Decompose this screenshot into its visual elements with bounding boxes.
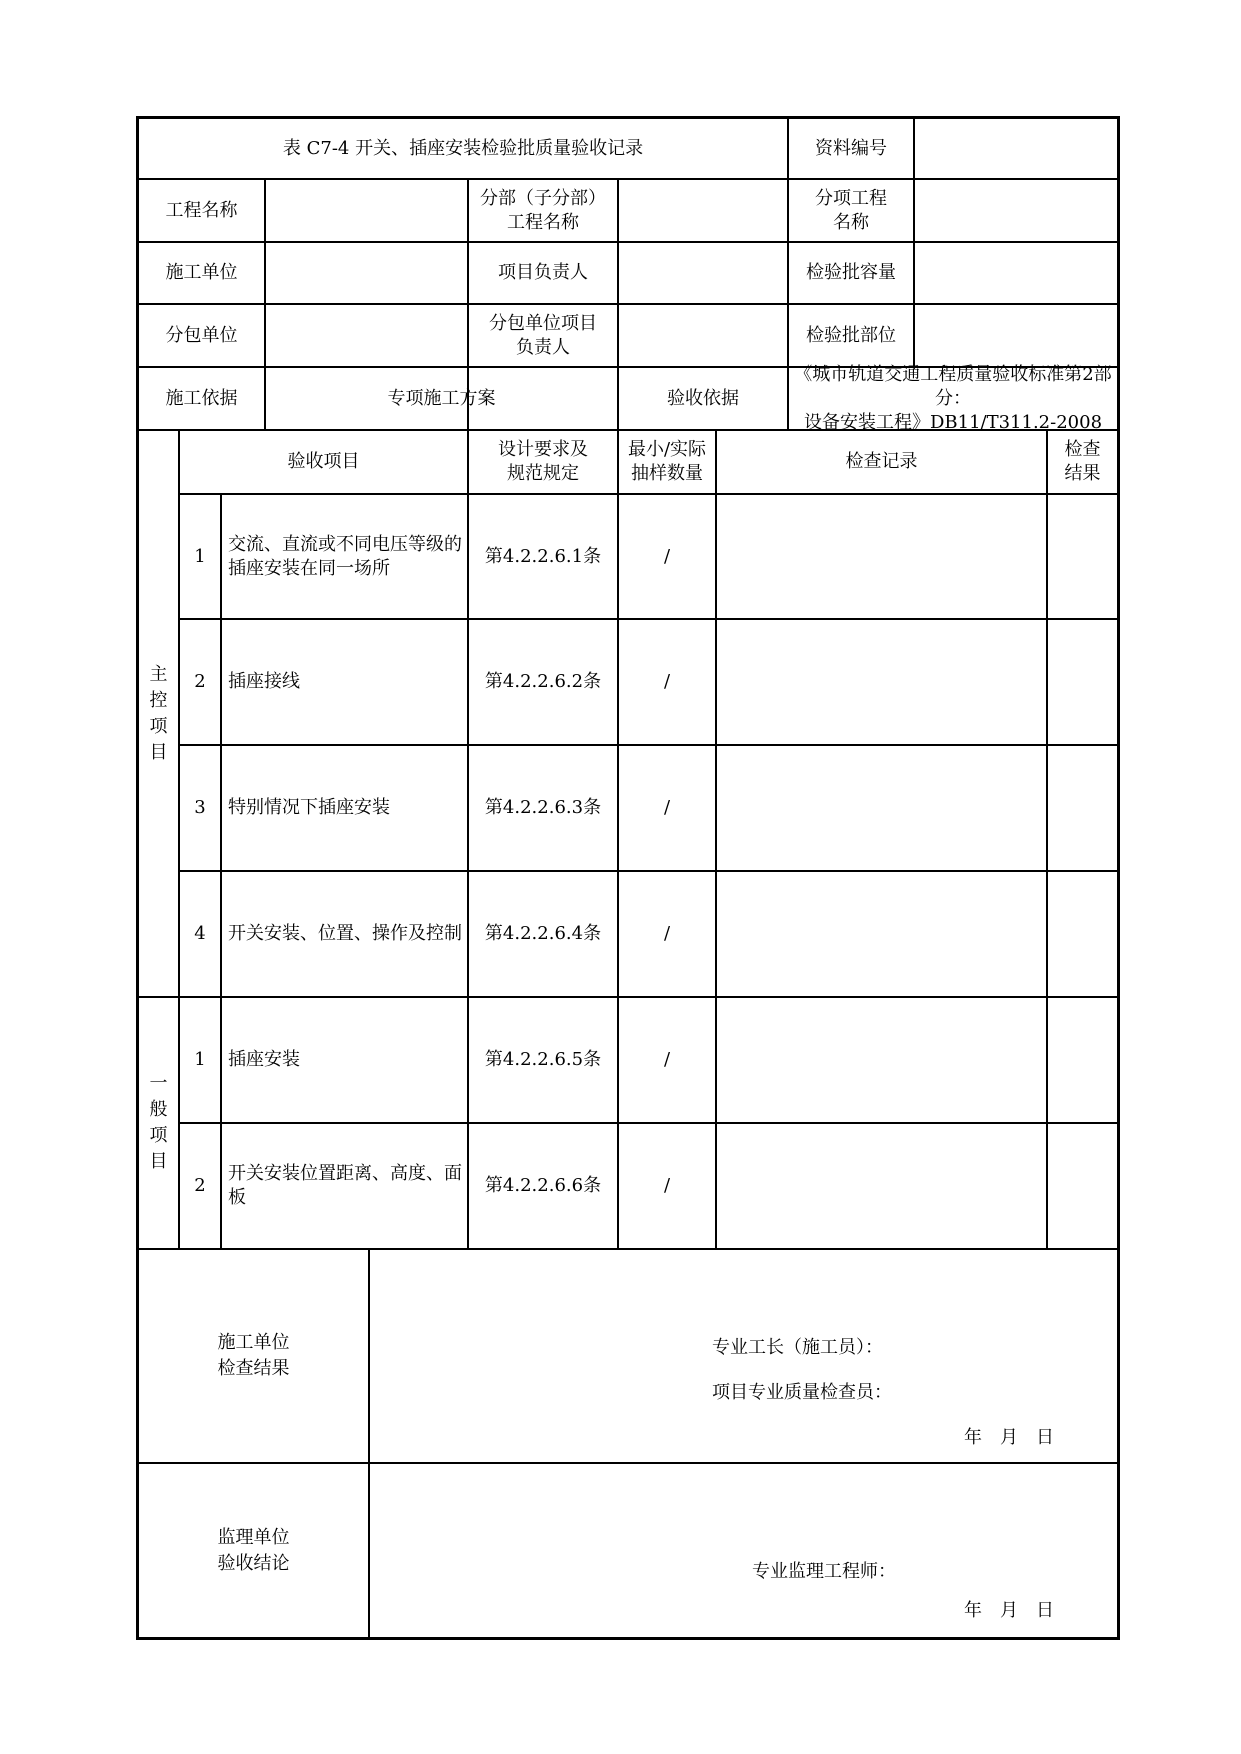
border-bottom [136, 1637, 1120, 1640]
construction-check-label-line2: 检查结果 [217, 1358, 290, 1379]
subdivision-label [469, 180, 617, 241]
group-label-char: 一 [149, 1073, 168, 1094]
supervision-check-date: 年 月 日 [964, 1600, 1054, 1621]
subitem-label-line1: 分项工程 [815, 187, 887, 209]
item-sample[interactable]: / [663, 797, 671, 818]
item-number: 2 [194, 1175, 206, 1196]
batch-capacity-field[interactable] [915, 243, 1117, 303]
subitem-label-line2: 名称 [833, 211, 869, 233]
batch-location-label: 检验批部位 [806, 324, 896, 346]
quality-inspector-signature-label: 项目专业质量检查员： [712, 1382, 892, 1403]
item-name: 插座安装 [228, 1049, 300, 1070]
project-leader-field[interactable] [619, 243, 787, 303]
item-result-field[interactable] [1048, 620, 1117, 744]
item-sample[interactable]: / [663, 545, 671, 567]
item-name: 特别情况下插座安装 [228, 797, 390, 818]
column-header-requirement [469, 431, 617, 493]
doc-no-field[interactable] [915, 119, 1117, 178]
group-label-char: 项 [149, 715, 168, 737]
item-name: 开关安装、位置、操作及控制 [228, 923, 462, 944]
subcontractor-label: 分包单位 [165, 324, 238, 346]
subcontractor-field[interactable] [266, 305, 467, 366]
column-header-result-line1: 检查 [1064, 439, 1101, 460]
border-right [1117, 116, 1120, 1640]
item-name: 开关安装位置距离、高度、面板 [228, 1163, 462, 1208]
column-header-item: 验收项目 [287, 451, 360, 472]
item-name: 插座接线 [228, 671, 300, 692]
column-header-sample-line1: 最小/实际 [627, 439, 707, 460]
item-number: 1 [194, 1049, 206, 1070]
basis-value[interactable]: 专项施工方案 [387, 387, 496, 409]
project-leader-label: 项目负责人 [498, 262, 588, 283]
subdivision-label-line2: 工程名称 [507, 211, 579, 233]
item-number: 3 [194, 797, 206, 818]
item-clause: 第4.2.2.6.3条 [484, 797, 602, 818]
item-result-field[interactable] [1048, 998, 1117, 1122]
item-clause: 第4.2.2.6.2条 [484, 671, 602, 692]
column-header-result [1048, 431, 1117, 493]
item-clause: 第4.2.2.6.4条 [484, 923, 602, 944]
item-sample[interactable]: / [663, 1049, 671, 1070]
subitem-label [789, 180, 913, 241]
item-sample[interactable]: / [663, 923, 671, 944]
project-name-field[interactable] [266, 180, 467, 241]
item-result-field[interactable] [1048, 495, 1117, 618]
item-record-field[interactable] [717, 495, 1046, 618]
group-label-char: 般 [149, 1099, 168, 1120]
item-sample[interactable]: / [663, 671, 671, 692]
construction-unit-field[interactable] [266, 243, 467, 303]
item-sample[interactable]: / [663, 1175, 671, 1196]
construction-unit-label: 施工单位 [165, 262, 238, 283]
column-header-result-line2: 结果 [1064, 463, 1101, 484]
item-clause: 第4.2.2.6.6条 [484, 1175, 602, 1196]
subitem-field[interactable] [915, 180, 1117, 241]
subdivision-field[interactable] [619, 180, 787, 241]
form-title: 表 C7-4 开关、插座安装检验批质量验收记录 [282, 137, 644, 159]
batch-capacity-label: 检验批容量 [806, 262, 896, 283]
sub-leader-field[interactable] [619, 305, 787, 366]
column-header-sample [619, 431, 715, 493]
item-record-field[interactable] [717, 1124, 1046, 1248]
construction-check-label [139, 1250, 368, 1462]
sub-leader-label-line1: 分包单位项目 [489, 312, 597, 334]
acceptance-record-form [136, 116, 1120, 1640]
item-record-field[interactable] [717, 998, 1046, 1122]
item-number: 4 [194, 923, 206, 944]
main-control-group-label [139, 431, 178, 996]
general-group-label [139, 998, 178, 1248]
foreman-signature-label: 专业工长（施工员）： [712, 1337, 883, 1358]
acceptance-basis-value [789, 363, 1117, 433]
group-label-char: 目 [149, 1151, 168, 1172]
item-number: 1 [194, 545, 206, 567]
column-header-requirement-line1: 设计要求及 [498, 439, 588, 460]
supervision-engineer-signature-label: 专业监理工程师： [752, 1561, 896, 1582]
item-record-field[interactable] [717, 872, 1046, 996]
group-label-char: 项 [149, 1125, 168, 1146]
group-label-char: 主 [149, 663, 168, 685]
sub-leader-label [469, 305, 617, 366]
acceptance-basis-line2: 设备安装工程》DB11/T311.2-2008 [803, 411, 1103, 433]
item-clause: 第4.2.2.6.1条 [484, 545, 602, 567]
basis-label: 施工依据 [165, 387, 238, 409]
supervision-check-label [139, 1464, 368, 1637]
item-record-field[interactable] [717, 746, 1046, 870]
item-name: 交流、直流或不同电压等级的插座安装在同一场所 [228, 533, 462, 579]
item-clause: 第4.2.2.6.5条 [484, 1049, 602, 1070]
column-header-record: 检查记录 [845, 451, 918, 472]
doc-no-label: 资料编号 [815, 137, 887, 159]
group-label-char: 目 [149, 741, 168, 763]
item-number: 2 [194, 671, 206, 692]
project-name-label: 工程名称 [165, 199, 238, 221]
acceptance-basis-label: 验收依据 [667, 387, 739, 409]
column-header-requirement-line2: 规范规定 [507, 463, 579, 484]
item-result-field[interactable] [1048, 1124, 1117, 1248]
supervision-check-label-line1: 监理单位 [217, 1526, 290, 1548]
column-header-sample-line2: 抽样数量 [631, 463, 703, 484]
item-result-field[interactable] [1048, 746, 1117, 870]
construction-check-date: 年 月 日 [964, 1427, 1054, 1448]
sub-leader-label-line2: 负责人 [516, 336, 570, 358]
subdivision-label-line1: 分部（子分部） [480, 187, 606, 209]
group-label-char: 控 [149, 689, 168, 711]
acceptance-basis-line1: 《城市轨道交通工程质量验收标准第2部分： [794, 363, 1112, 409]
item-record-field[interactable] [717, 620, 1046, 744]
batch-location-field[interactable] [915, 305, 1117, 366]
construction-check-label-line1: 施工单位 [217, 1332, 290, 1353]
item-result-field[interactable] [1048, 872, 1117, 996]
supervision-check-label-line2: 验收结论 [217, 1552, 290, 1574]
